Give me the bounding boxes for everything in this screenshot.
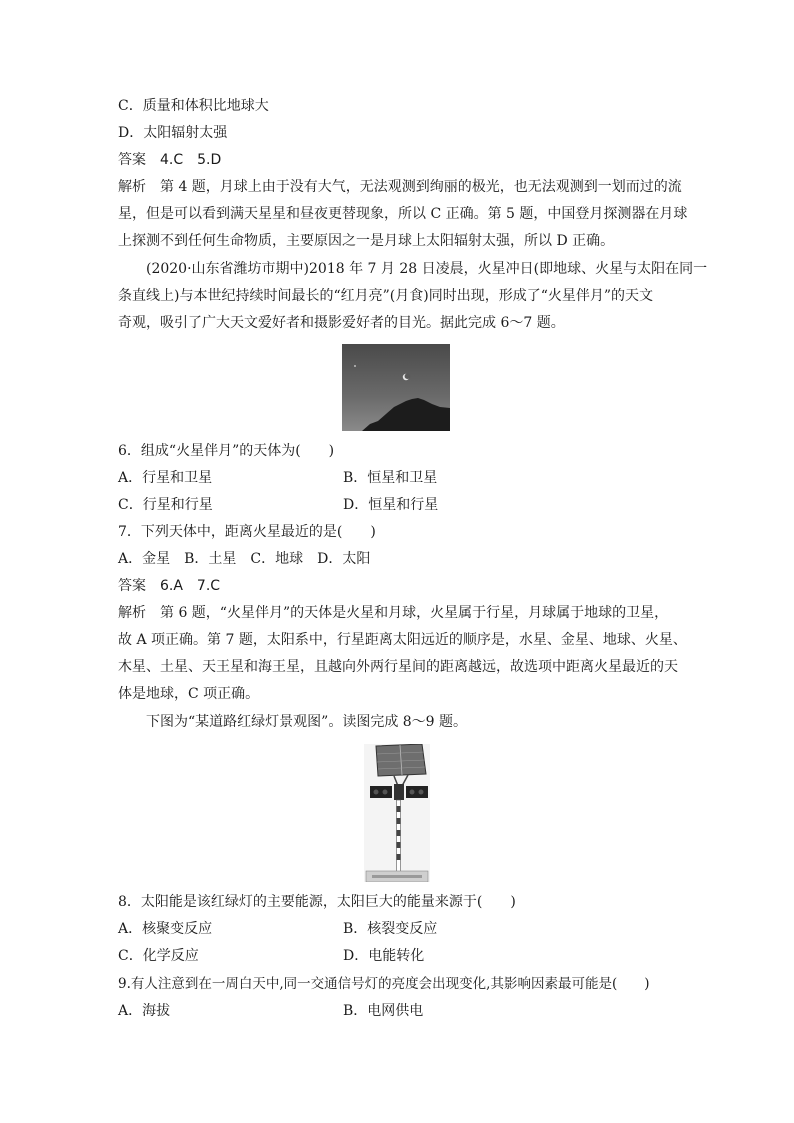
explanation-6-7-line1: 解析 第 6 题，“火星伴月”的天体是火星和月球，火星属于行星，月球属于地球的卫星， [118, 605, 669, 621]
intro-6-7-line2: 条直线上)与本世纪持续时间最长的“红月亮”(月食)同时出现，形成了“火星伴月”的天文 [118, 288, 654, 304]
signal-light-center-icon [394, 784, 404, 800]
question-8-option-d: D．电能转化 [343, 948, 425, 964]
question-6: 6．组成“火星伴月”的天体为( ) [118, 443, 335, 459]
answer-4-5: 答案 4.C 5.D [118, 152, 222, 168]
question-6-option-b: B．恒星和卫星 [343, 470, 438, 486]
option-d: D．太阳辐射太强 [118, 125, 228, 141]
question-6-option-a: A．行星和卫星 [118, 470, 213, 486]
explanation-6-7-line4: 体是地球，C 项正确。 [118, 686, 260, 702]
question-8-option-b: B．核裂变反应 [343, 921, 438, 937]
explanation-6-7-line3: 木星、土星、天王星和海王星，且越向外两行星间的距离越远，故选项中距离火星最近的天 [118, 659, 678, 675]
mars-icon [354, 365, 356, 367]
signal-light-right-icon [406, 786, 428, 798]
signal-light-left-icon [370, 786, 392, 798]
mars-moon-photo [342, 344, 450, 431]
question-9: 9.有人注意到在一周白天中,同一交通信号灯的亮度会出现变化,其影响因素最可能是( ) [118, 976, 650, 992]
explanation-4-5-line2: 星，但是可以看到满天星星和昼夜更替现象，所以 C 正确。第 5 题，中国登月探测器在月球 [118, 206, 688, 222]
answer-6-7: 答案 6.A 7.C [118, 578, 221, 594]
explanation-6-7-line2: 故 A 项正确。第 7 题，太阳系中，行星距离太阳远近的顺序是，水星、金星、地球、火星、 [118, 632, 687, 648]
question-8: 8．太阳能是该红绿灯的主要能源，太阳巨大的能量来源于( ) [118, 894, 516, 910]
question-9-option-a: A．海拔 [118, 1003, 171, 1019]
intro-8-9: 下图为“某道路红绿灯景观图”。读图完成 8～9 题。 [146, 714, 468, 730]
intro-6-7-line1: (2020·山东省潍坊市期中)2018 年 7 月 28 日凌晨，火星冲日(即地球、火星与太阳在同一 [146, 261, 708, 277]
explanation-4-5-line1: 解析 第 4 题，月球上由于没有大气，无法观测到绚丽的极光，也无法观测到一划而过的流 [118, 179, 682, 195]
question-9-option-b: B．电网供电 [343, 1003, 424, 1019]
explanation-4-5-line3: 上探测不到任何生命物质，主要原因之一是月球上太阳辐射太强，所以 D 正确。 [118, 233, 615, 249]
question-6-option-d: D．恒星和行星 [343, 497, 439, 513]
option-c: C．质量和体积比地球大 [118, 98, 269, 114]
question-7: 7．下列天体中，距离火星最近的是( ) [118, 524, 376, 540]
question-8-option-a: A．核聚变反应 [118, 921, 213, 937]
intro-6-7-line3: 奇观，吸引了广大天文爱好者和摄影爱好者的目光。据此完成 6～7 题。 [118, 315, 565, 331]
question-6-option-c: C．行星和行星 [118, 497, 213, 513]
question-7-options: A．金星 B．土星 C．地球 D．太阳 [118, 551, 371, 567]
solar-traffic-light-photo [364, 744, 430, 882]
question-8-option-c: C．化学反应 [118, 948, 199, 964]
